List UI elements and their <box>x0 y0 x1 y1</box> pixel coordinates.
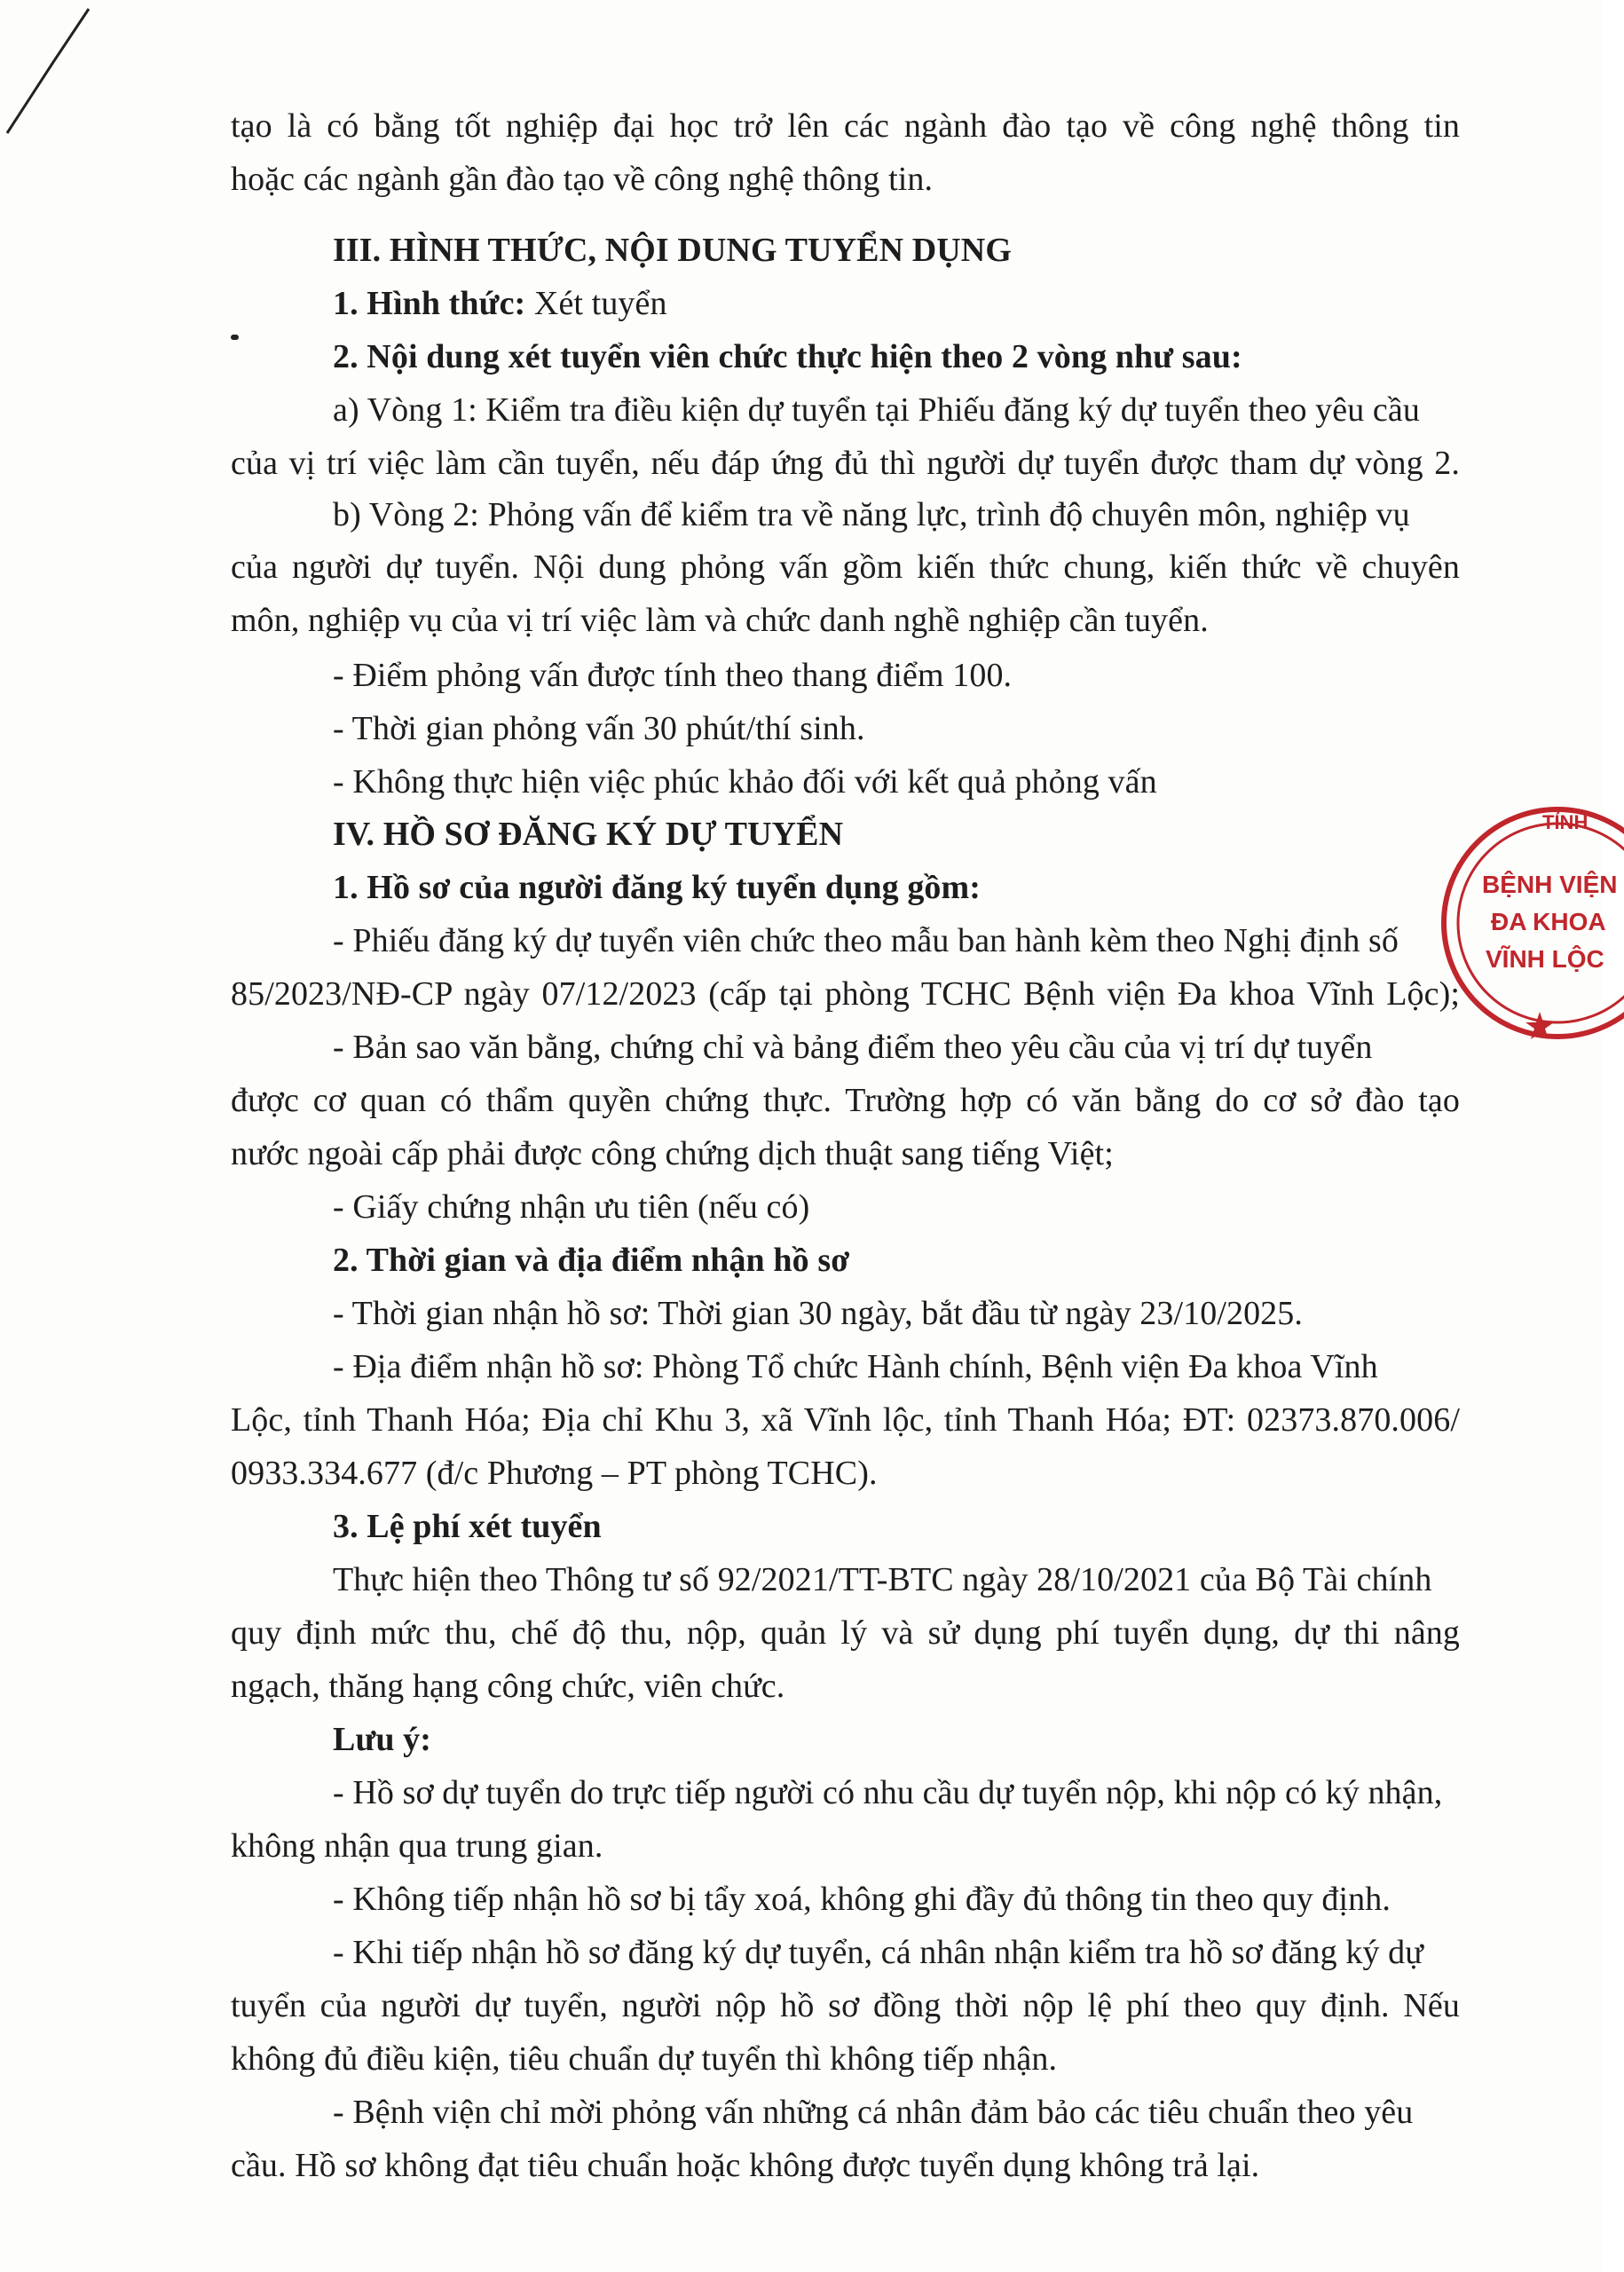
seal-line-2: ĐA KHOA <box>1491 908 1606 935</box>
body-line: 0933.334.677 (đ/c Phương – PT phòng TCHC). <box>231 1455 878 1492</box>
body-line: môn, nghiệp vụ của vị trí việc làm và chức danh nghề nghiệp cần tuyển. <box>231 602 1209 639</box>
body-line: của người dự tuyển. Nội dung phỏng vấn gồm kiến thức chung, kiến thức về chuyên <box>231 548 1460 586</box>
body-line: không đủ điều kiện, tiêu chuẩn dự tuyển thì không tiếp nhận. <box>231 2040 1058 2078</box>
body-line: của vị trí việc làm cần tuyển, nếu đáp ứng đủ thì người dự tuyển được tham dự vòng 2. <box>231 445 1460 482</box>
body-line: - Địa điểm nhận hồ sơ: Phòng Tổ chức Hành chính, Bệnh viện Đa khoa Vĩnh <box>333 1348 1378 1385</box>
seal-line-1: BỆNH VIỆN <box>1482 871 1618 898</box>
label-bold: 1. Hình thức: <box>333 285 534 322</box>
subsection-heading: 2. Thời gian và địa điểm nhận hồ sơ <box>333 1242 850 1279</box>
body-line: nước ngoài cấp phải được công chứng dịch thuật sang tiếng Việt; <box>231 1135 1114 1172</box>
body-line: không nhận qua trung gian. <box>231 1827 603 1865</box>
note-heading: Lưu ý: <box>333 1721 432 1758</box>
body-line <box>333 287 667 320</box>
subsection-heading: 2. Nội dung xét tuyển viên chức thực hiện theo 2 vòng như sau: <box>333 338 1242 375</box>
seal-line-3: VĨNH LỘC <box>1486 945 1604 973</box>
body-line: Thực hiện theo Thông tư số 92/2021/TT-BTC ngày 28/10/2021 của Bộ Tài chính <box>333 1561 1432 1598</box>
body-line: - Không thực hiện việc phúc khảo đối với kết quả phỏng vấn <box>333 763 1157 801</box>
body-line: ngạch, thăng hạng công chức, viên chức. <box>231 1668 785 1705</box>
body-line: b) Vòng 2: Phỏng vấn để kiểm tra về năng lực, trình độ chuyên môn, nghiệp vụ <box>333 496 1410 533</box>
body-line: 85/2023/NĐ-CP ngày 07/12/2023 (cấp tại phòng TCHC Bệnh viện Đa khoa Vĩnh Lộc); <box>231 975 1460 1013</box>
label-value: Xét tuyển <box>533 285 667 322</box>
body-line: cầu. Hồ sơ không đạt tiêu chuẩn hoặc không được tuyển dụng không trả lại. <box>231 2147 1260 2184</box>
body-line: tuyển của người dự tuyển, người nộp hồ sơ đồng thời nộp lệ phí theo quy định. Nếu <box>231 1987 1460 2024</box>
body-line: - Điểm phỏng vấn được tính theo thang điểm 100. <box>333 657 1013 694</box>
body-line: - Khi tiếp nhận hồ sơ đăng ký dự tuyển, cá nhân nhận kiểm tra hồ sơ đăng ký dự <box>333 1934 1423 1971</box>
section-heading: III. HÌNH THỨC, NỘI DUNG TUYỂN DỤNG <box>333 232 1013 269</box>
body-line: - Phiếu đăng ký dự tuyển viên chức theo mẫu ban hành kèm theo Nghị định số <box>333 922 1399 959</box>
subsection-heading: 3. Lệ phí xét tuyển <box>333 1508 602 1545</box>
section-heading: IV. HỒ SƠ ĐĂNG KÝ DỰ TUYỂN <box>333 816 844 853</box>
body-line: - Thời gian phỏng vấn 30 phút/thí sinh. <box>333 710 865 747</box>
body-line: - Bệnh viện chỉ mời phỏng vấn những cá nhân đảm bảo các tiêu chuẩn theo yêu <box>333 2094 1414 2131</box>
stray-dot <box>231 335 239 340</box>
body-line: - Bản sao văn bằng, chứng chỉ và bảng điểm theo yêu cầu của vị trí dự tuyển <box>333 1029 1373 1066</box>
body-line: a) Vòng 1: Kiểm tra điều kiện dự tuyển tại Phiếu đăng ký dự tuyển theo yêu cầu <box>333 391 1420 429</box>
body-line: được cơ quan có thẩm quyền chứng thực. Trường hợp có văn bằng do cơ sở đào tạo <box>231 1082 1460 1119</box>
subsection-heading: 1. Hồ sơ của người đăng ký tuyển dụng gồm: <box>333 869 981 906</box>
hospital-seal <box>1464 790 1624 1056</box>
body-line: - Hồ sơ dự tuyển do trực tiếp người có nhu cầu dự tuyển nộp, khi nộp có ký nhận, <box>333 1774 1443 1811</box>
body-line: - Thời gian nhận hồ sơ: Thời gian 30 ngày, bắt đầu từ ngày 23/10/2025. <box>333 1295 1303 1332</box>
body-line: Lộc, tỉnh Thanh Hóa; Địa chỉ Khu 3, xã Vĩnh lộc, tỉnh Thanh Hóa; ĐT: 02373.870.006/ <box>231 1401 1460 1439</box>
body-line: tạo là có bằng tốt nghiệp đại học trở lên các ngành đào tạo về công nghệ thông tin <box>231 107 1460 145</box>
body-line: quy định mức thu, chế độ thu, nộp, quản lý và sử dụng phí tuyển dụng, dự thi nâng <box>231 1614 1460 1652</box>
pen-stroke-mark <box>0 0 106 160</box>
body-line: hoặc các ngành gần đào tạo về công nghệ thông tin. <box>231 161 934 198</box>
seal-top-text: TỈNH <box>1542 811 1589 833</box>
body-line: - Không tiếp nhận hồ sơ bị tẩy xoá, không ghi đầy đủ thông tin theo quy định. <box>333 1881 1391 1918</box>
body-line: - Giấy chứng nhận ưu tiên (nếu có) <box>333 1188 810 1226</box>
